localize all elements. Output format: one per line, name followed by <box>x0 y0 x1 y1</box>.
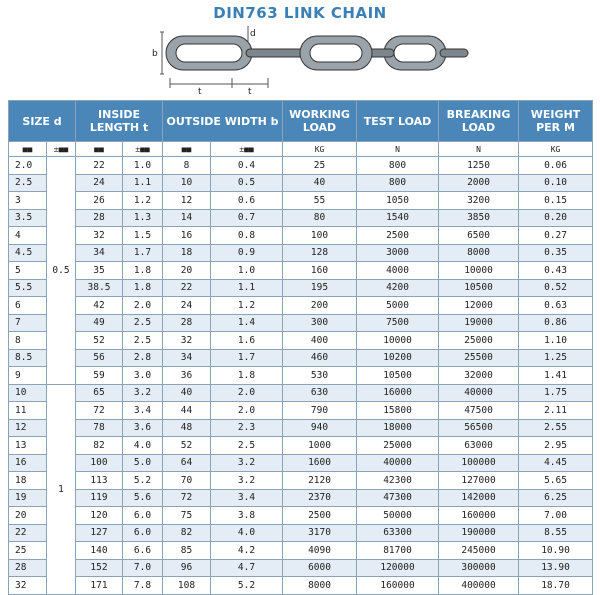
unit-cell: ±■■ <box>211 142 283 157</box>
cell-inside-tolerance: 7.0 <box>123 559 163 577</box>
table-row <box>9 227 593 245</box>
cell-outside-tolerance: 2.0 <box>211 384 283 402</box>
cell-inside-length: 52 <box>76 332 123 350</box>
table-row <box>9 332 593 350</box>
cell-outside-width: 64 <box>163 454 211 472</box>
chain-link-6 <box>440 49 468 57</box>
cell-inside-tolerance: 4.0 <box>123 437 163 455</box>
cell-inside-length: 49 <box>76 314 123 332</box>
cell-test-load: 18000 <box>357 419 439 437</box>
cell-outside-tolerance: 1.0 <box>211 262 283 280</box>
cell-weight-per-m: 2.55 <box>519 419 593 437</box>
cell-inside-length: 32 <box>76 227 123 245</box>
label-t2: t <box>248 87 252 96</box>
cell-working-load: 460 <box>283 349 357 367</box>
cell-test-load: 800 <box>357 174 439 192</box>
cell-breaking-load: 19000 <box>439 314 519 332</box>
cell-outside-tolerance: 1.4 <box>211 314 283 332</box>
cell-breaking-load: 160000 <box>439 507 519 525</box>
cell-inside-tolerance: 1.5 <box>123 227 163 245</box>
cell-outside-tolerance: 2.0 <box>211 402 283 420</box>
cell-outside-width: 96 <box>163 559 211 577</box>
table-row <box>9 314 593 332</box>
cell-size: 5.5 <box>9 279 47 297</box>
cell-inside-length: 65 <box>76 384 123 402</box>
cell-size: 2.5 <box>9 174 47 192</box>
cell-size: 10 <box>9 384 47 402</box>
cell-size: 7 <box>9 314 47 332</box>
table-row <box>9 262 593 280</box>
cell-size: 3.5 <box>9 209 47 227</box>
cell-outside-width: 22 <box>163 279 211 297</box>
cell-weight-per-m: 18.70 <box>519 577 593 595</box>
cell-inside-length: 38.5 <box>76 279 123 297</box>
cell-working-load: 128 <box>283 244 357 262</box>
cell-inside-length: 113 <box>76 472 123 490</box>
cell-working-load: 530 <box>283 367 357 385</box>
cell-breaking-load: 12000 <box>439 297 519 315</box>
cell-inside-tolerance: 3.0 <box>123 367 163 385</box>
table-row <box>9 489 593 507</box>
cell-size: 2.0 <box>9 157 47 175</box>
cell-inside-tolerance: 5.0 <box>123 454 163 472</box>
cell-size: 13 <box>9 437 47 455</box>
cell-weight-per-m: 6.25 <box>519 489 593 507</box>
cell-test-load: 1540 <box>357 209 439 227</box>
cell-outside-width: 52 <box>163 437 211 455</box>
cell-outside-width: 48 <box>163 419 211 437</box>
cell-test-load: 40000 <box>357 454 439 472</box>
cell-inside-length: 24 <box>76 174 123 192</box>
cell-inside-tolerance: 1.2 <box>123 192 163 210</box>
table-row <box>9 524 593 542</box>
cell-breaking-load: 40000 <box>439 384 519 402</box>
cell-test-load: 1050 <box>357 192 439 210</box>
cell-outside-width: 85 <box>163 542 211 560</box>
cell-outside-width: 8 <box>163 157 211 175</box>
cell-breaking-load: 32000 <box>439 367 519 385</box>
cell-working-load: 4090 <box>283 542 357 560</box>
cell-inside-tolerance: 1.7 <box>123 244 163 262</box>
cell-weight-per-m: 0.35 <box>519 244 593 262</box>
cell-size: 25 <box>9 542 47 560</box>
table-row <box>9 349 593 367</box>
header-test-load: TEST LOAD <box>357 101 439 142</box>
cell-breaking-load: 1250 <box>439 157 519 175</box>
cell-size: 3 <box>9 192 47 210</box>
table-row <box>9 367 593 385</box>
cell-inside-tolerance: 6.0 <box>123 524 163 542</box>
cell-working-load: 400 <box>283 332 357 350</box>
cell-weight-per-m: 0.20 <box>519 209 593 227</box>
unit-cell: KG <box>519 142 593 157</box>
cell-outside-tolerance: 1.8 <box>211 367 283 385</box>
cell-working-load: 300 <box>283 314 357 332</box>
cell-outside-width: 44 <box>163 402 211 420</box>
cell-outside-tolerance: 4.7 <box>211 559 283 577</box>
cell-inside-tolerance: 2.5 <box>123 314 163 332</box>
cell-working-load: 100 <box>283 227 357 245</box>
cell-breaking-load: 300000 <box>439 559 519 577</box>
cell-outside-tolerance: 0.6 <box>211 192 283 210</box>
cell-breaking-load: 25000 <box>439 332 519 350</box>
cell-inside-length: 42 <box>76 297 123 315</box>
cell-breaking-load: 25500 <box>439 349 519 367</box>
cell-inside-length: 56 <box>76 349 123 367</box>
table-row <box>9 209 593 227</box>
cell-breaking-load: 400000 <box>439 577 519 595</box>
cell-test-load: 5000 <box>357 297 439 315</box>
cell-outside-width: 70 <box>163 472 211 490</box>
cell-breaking-load: 6500 <box>439 227 519 245</box>
header-inside-length: INSIDE LENGTH t <box>76 101 163 142</box>
cell-inside-length: 22 <box>76 157 123 175</box>
cell-working-load: 160 <box>283 262 357 280</box>
cell-working-load: 40 <box>283 174 357 192</box>
cell-inside-tolerance: 6.0 <box>123 507 163 525</box>
tolerance-group: 0.5 <box>47 157 76 385</box>
cell-outside-tolerance: 0.4 <box>211 157 283 175</box>
cell-test-load: 800 <box>357 157 439 175</box>
cell-inside-length: 119 <box>76 489 123 507</box>
cell-test-load: 81700 <box>357 542 439 560</box>
cell-outside-width: 108 <box>163 577 211 595</box>
page-title: DIN763 LINK CHAIN <box>213 4 387 22</box>
unit-cell: ■■ <box>163 142 211 157</box>
cell-inside-tolerance: 5.6 <box>123 489 163 507</box>
cell-breaking-load: 190000 <box>439 524 519 542</box>
cell-weight-per-m: 0.10 <box>519 174 593 192</box>
cell-inside-length: 35 <box>76 262 123 280</box>
cell-breaking-load: 3850 <box>439 209 519 227</box>
cell-size: 11 <box>9 402 47 420</box>
cell-size: 9 <box>9 367 47 385</box>
cell-outside-tolerance: 3.4 <box>211 489 283 507</box>
cell-size: 22 <box>9 524 47 542</box>
cell-inside-length: 120 <box>76 507 123 525</box>
cell-test-load: 47300 <box>357 489 439 507</box>
table-row <box>9 279 593 297</box>
cell-weight-per-m: 4.45 <box>519 454 593 472</box>
cell-weight-per-m: 2.95 <box>519 437 593 455</box>
table-row <box>9 384 593 402</box>
cell-breaking-load: 63000 <box>439 437 519 455</box>
cell-outside-width: 20 <box>163 262 211 280</box>
cell-outside-tolerance: 1.1 <box>211 279 283 297</box>
table-row <box>9 507 593 525</box>
table-row <box>9 472 593 490</box>
table-row <box>9 542 593 560</box>
cell-test-load: 15800 <box>357 402 439 420</box>
cell-outside-width: 12 <box>163 192 211 210</box>
cell-inside-length: 82 <box>76 437 123 455</box>
table-row <box>9 454 593 472</box>
cell-inside-tolerance: 3.6 <box>123 419 163 437</box>
cell-working-load: 1600 <box>283 454 357 472</box>
cell-test-load: 42300 <box>357 472 439 490</box>
cell-inside-tolerance: 1.0 <box>123 157 163 175</box>
cell-working-load: 200 <box>283 297 357 315</box>
label-d: d <box>250 29 256 39</box>
cell-weight-per-m: 10.90 <box>519 542 593 560</box>
table-row <box>9 419 593 437</box>
cell-size: 4.5 <box>9 244 47 262</box>
cell-breaking-load: 3200 <box>439 192 519 210</box>
cell-inside-length: 34 <box>76 244 123 262</box>
cell-outside-tolerance: 1.2 <box>211 297 283 315</box>
cell-size: 8.5 <box>9 349 47 367</box>
cell-outside-width: 75 <box>163 507 211 525</box>
cell-breaking-load: 56500 <box>439 419 519 437</box>
cell-inside-length: 127 <box>76 524 123 542</box>
cell-test-load: 2500 <box>357 227 439 245</box>
table-row <box>9 402 593 420</box>
cell-weight-per-m: 1.25 <box>519 349 593 367</box>
cell-working-load: 2120 <box>283 472 357 490</box>
cell-outside-tolerance: 3.8 <box>211 507 283 525</box>
cell-working-load: 2500 <box>283 507 357 525</box>
cell-weight-per-m: 0.43 <box>519 262 593 280</box>
cell-outside-tolerance: 1.7 <box>211 349 283 367</box>
cell-working-load: 3170 <box>283 524 357 542</box>
cell-outside-tolerance: 0.8 <box>211 227 283 245</box>
cell-test-load: 63300 <box>357 524 439 542</box>
table-row <box>9 559 593 577</box>
cell-weight-per-m: 1.10 <box>519 332 593 350</box>
cell-weight-per-m: 0.63 <box>519 297 593 315</box>
cell-test-load: 160000 <box>357 577 439 595</box>
cell-size: 18 <box>9 472 47 490</box>
tolerance-group: 1 <box>47 384 76 594</box>
cell-working-load: 790 <box>283 402 357 420</box>
cell-outside-width: 40 <box>163 384 211 402</box>
cell-inside-tolerance: 2.5 <box>123 332 163 350</box>
cell-size: 28 <box>9 559 47 577</box>
cell-test-load: 120000 <box>357 559 439 577</box>
cell-inside-length: 100 <box>76 454 123 472</box>
cell-working-load: 1000 <box>283 437 357 455</box>
cell-working-load: 8000 <box>283 577 357 595</box>
cell-inside-tolerance: 5.2 <box>123 472 163 490</box>
cell-working-load: 80 <box>283 209 357 227</box>
cell-test-load: 10200 <box>357 349 439 367</box>
cell-breaking-load: 127000 <box>439 472 519 490</box>
unit-cell: KG <box>283 142 357 157</box>
cell-size: 4 <box>9 227 47 245</box>
cell-outside-width: 82 <box>163 524 211 542</box>
cell-weight-per-m: 0.15 <box>519 192 593 210</box>
cell-test-load: 4000 <box>357 262 439 280</box>
cell-test-load: 7500 <box>357 314 439 332</box>
cell-outside-width: 28 <box>163 314 211 332</box>
cell-weight-per-m: 1.41 <box>519 367 593 385</box>
cell-inside-length: 152 <box>76 559 123 577</box>
cell-inside-tolerance: 1.1 <box>123 174 163 192</box>
cell-test-load: 10500 <box>357 367 439 385</box>
cell-size: 19 <box>9 489 47 507</box>
table-row <box>9 244 593 262</box>
cell-breaking-load: 8000 <box>439 244 519 262</box>
cell-breaking-load: 10000 <box>439 262 519 280</box>
cell-inside-tolerance: 2.8 <box>123 349 163 367</box>
table-row <box>9 437 593 455</box>
cell-weight-per-m: 0.52 <box>519 279 593 297</box>
cell-inside-tolerance: 2.0 <box>123 297 163 315</box>
table-row <box>9 157 593 175</box>
cell-outside-tolerance: 4.2 <box>211 542 283 560</box>
cell-breaking-load: 2000 <box>439 174 519 192</box>
table-row <box>9 174 593 192</box>
cell-weight-per-m: 0.06 <box>519 157 593 175</box>
cell-inside-tolerance: 1.8 <box>123 279 163 297</box>
cell-working-load: 630 <box>283 384 357 402</box>
cell-working-load: 25 <box>283 157 357 175</box>
cell-outside-tolerance: 3.2 <box>211 472 283 490</box>
header-outside-width: OUTSIDE WIDTH b <box>163 101 283 142</box>
cell-size: 5 <box>9 262 47 280</box>
cell-breaking-load: 10500 <box>439 279 519 297</box>
cell-weight-per-m: 13.90 <box>519 559 593 577</box>
unit-cell: ±■■ <box>47 142 76 157</box>
cell-weight-per-m: 0.27 <box>519 227 593 245</box>
cell-outside-width: 36 <box>163 367 211 385</box>
cell-outside-width: 34 <box>163 349 211 367</box>
cell-working-load: 195 <box>283 279 357 297</box>
cell-size: 32 <box>9 577 47 595</box>
cell-outside-tolerance: 0.7 <box>211 209 283 227</box>
cell-test-load: 10000 <box>357 332 439 350</box>
cell-weight-per-m: 5.65 <box>519 472 593 490</box>
cell-inside-tolerance: 3.2 <box>123 384 163 402</box>
unit-cell: ■■ <box>76 142 123 157</box>
cell-size: 20 <box>9 507 47 525</box>
chain-link-2 <box>246 49 308 57</box>
table-row <box>9 192 593 210</box>
cell-weight-per-m: 7.00 <box>519 507 593 525</box>
cell-outside-tolerance: 2.3 <box>211 419 283 437</box>
cell-size: 12 <box>9 419 47 437</box>
header-working-load: WORKING LOAD <box>283 101 357 142</box>
cell-outside-width: 18 <box>163 244 211 262</box>
cell-inside-length: 171 <box>76 577 123 595</box>
header-breaking-load: BREAKING LOAD <box>439 101 519 142</box>
cell-working-load: 940 <box>283 419 357 437</box>
cell-test-load: 50000 <box>357 507 439 525</box>
cell-breaking-load: 100000 <box>439 454 519 472</box>
cell-breaking-load: 47500 <box>439 402 519 420</box>
cell-breaking-load: 142000 <box>439 489 519 507</box>
cell-test-load: 25000 <box>357 437 439 455</box>
table-body <box>9 157 593 595</box>
cell-outside-width: 16 <box>163 227 211 245</box>
cell-inside-tolerance: 1.8 <box>123 262 163 280</box>
table-row <box>9 577 593 595</box>
cell-outside-tolerance: 0.5 <box>211 174 283 192</box>
chain-diagram <box>140 24 470 96</box>
cell-inside-tolerance: 7.8 <box>123 577 163 595</box>
unit-row <box>9 142 593 157</box>
cell-working-load: 6000 <box>283 559 357 577</box>
cell-weight-per-m: 2.11 <box>519 402 593 420</box>
unit-cell: ■■ <box>9 142 47 157</box>
cell-working-load: 55 <box>283 192 357 210</box>
cell-size: 8 <box>9 332 47 350</box>
cell-size: 16 <box>9 454 47 472</box>
cell-inside-length: 72 <box>76 402 123 420</box>
cell-weight-per-m: 1.75 <box>519 384 593 402</box>
cell-outside-width: 14 <box>163 209 211 227</box>
cell-outside-tolerance: 5.2 <box>211 577 283 595</box>
cell-breaking-load: 245000 <box>439 542 519 560</box>
cell-outside-width: 10 <box>163 174 211 192</box>
cell-outside-tolerance: 1.6 <box>211 332 283 350</box>
unit-cell: N <box>439 142 519 157</box>
cell-outside-tolerance: 0.9 <box>211 244 283 262</box>
cell-test-load: 4200 <box>357 279 439 297</box>
cell-inside-tolerance: 6.6 <box>123 542 163 560</box>
unit-cell: ±■■ <box>123 142 163 157</box>
cell-outside-width: 24 <box>163 297 211 315</box>
cell-outside-tolerance: 4.0 <box>211 524 283 542</box>
cell-weight-per-m: 8.55 <box>519 524 593 542</box>
cell-working-load: 2370 <box>283 489 357 507</box>
cell-test-load: 3000 <box>357 244 439 262</box>
cell-size: 6 <box>9 297 47 315</box>
cell-outside-width: 72 <box>163 489 211 507</box>
cell-inside-tolerance: 1.3 <box>123 209 163 227</box>
cell-inside-length: 59 <box>76 367 123 385</box>
cell-weight-per-m: 0.86 <box>519 314 593 332</box>
cell-inside-tolerance: 3.4 <box>123 402 163 420</box>
label-t1: t <box>198 87 202 96</box>
cell-outside-width: 32 <box>163 332 211 350</box>
unit-cell: N <box>357 142 439 157</box>
cell-inside-length: 78 <box>76 419 123 437</box>
cell-inside-length: 140 <box>76 542 123 560</box>
label-b: b <box>152 49 158 59</box>
header-size: SIZE d <box>9 101 76 142</box>
table-row <box>9 297 593 315</box>
header-weight-per-m: WEIGHT PER M <box>519 101 593 142</box>
cell-outside-tolerance: 2.5 <box>211 437 283 455</box>
cell-outside-tolerance: 3.2 <box>211 454 283 472</box>
cell-inside-length: 26 <box>76 192 123 210</box>
cell-inside-length: 28 <box>76 209 123 227</box>
cell-test-load: 16000 <box>357 384 439 402</box>
spec-table <box>8 100 593 595</box>
